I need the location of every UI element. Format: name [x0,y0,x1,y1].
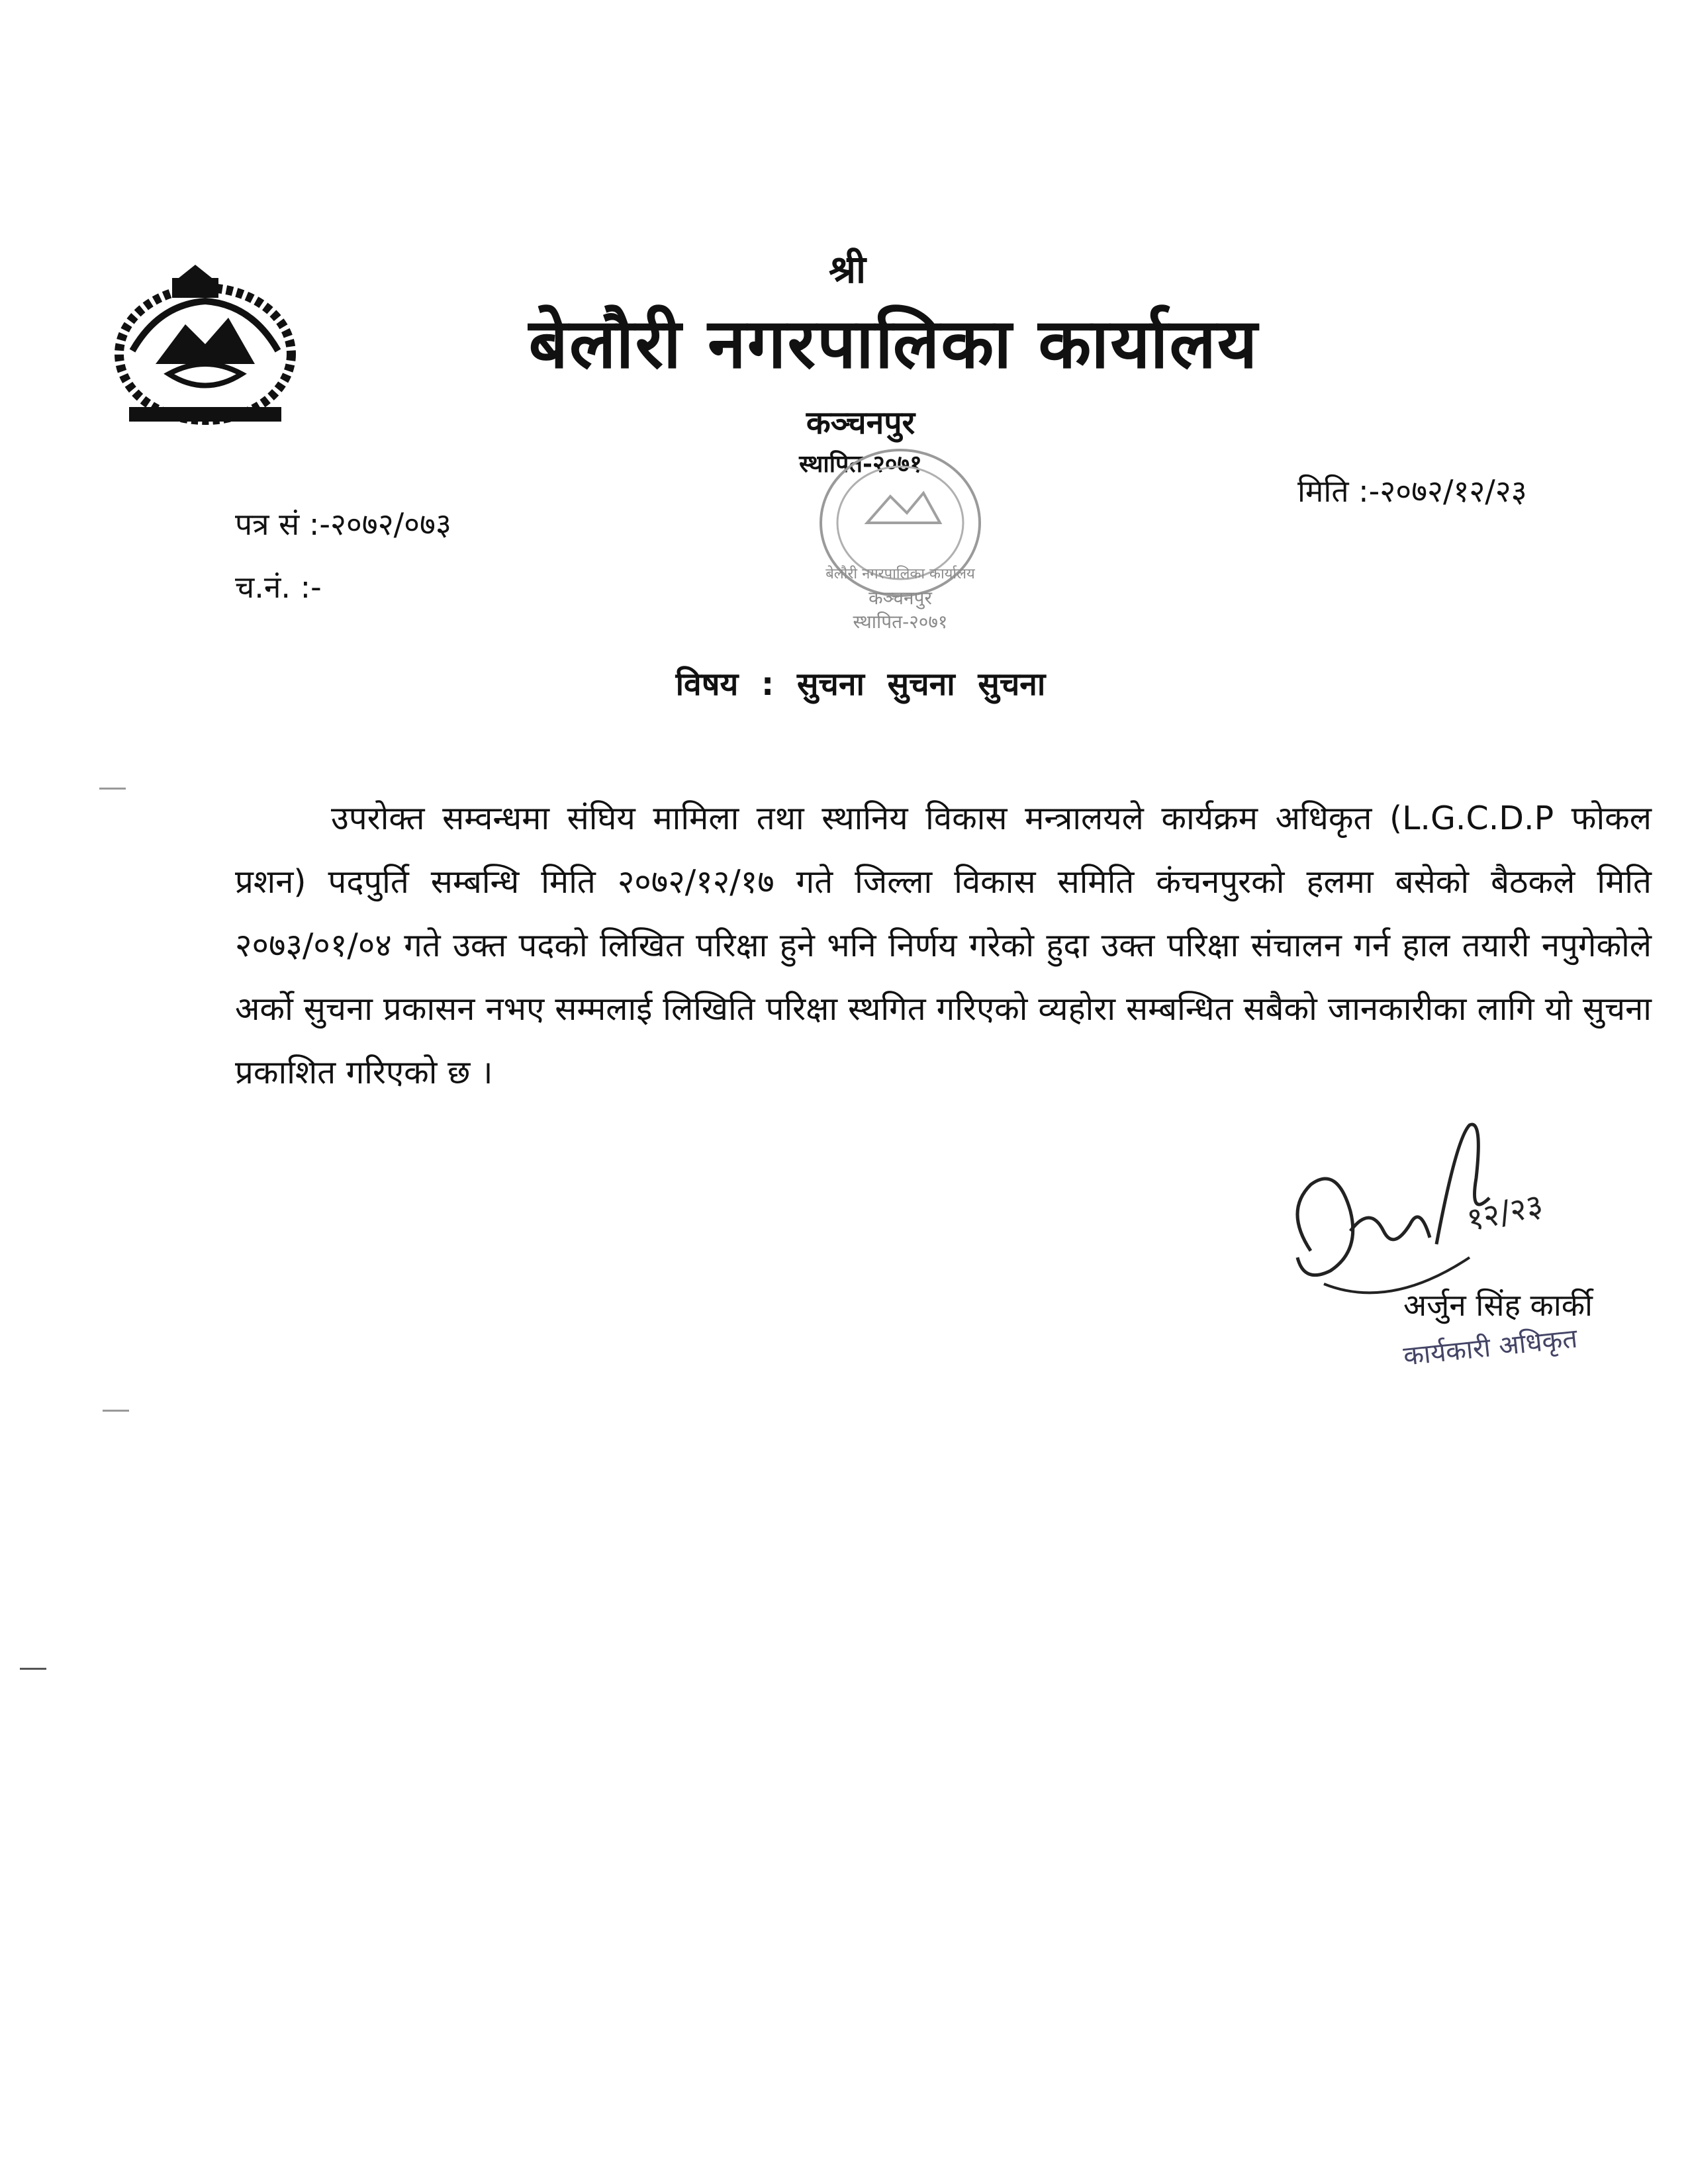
scan-mark [99,788,126,790]
subject-line: विषय : सुचना सुचना सुचना [675,666,1046,703]
scan-mark [20,1668,46,1670]
scan-mark [103,1410,129,1412]
government-emblem-icon [106,265,305,430]
stamp-office: बेलौरी नगरपालिका कार्यालय [825,566,975,582]
signature-date-scrawl: १२/२३ [1463,1186,1546,1239]
office-established: स्थापित-२०७१ [799,451,922,478]
office-title: बेलौरी नगरपालिका कार्यालय [528,303,1259,384]
letter-date: मिति :-२०७२/१२/२३ [1297,473,1527,509]
notice-body: उपरोक्त सम्वन्धमा संघिय मामिला तथा स्थानिय विकास मन्त्रालयले कार्यक्रम अधिकृत (L.G.C.D.P फोकल प्रशन) पदपुर्ति सम्बन्धि मिति २०७२/१२/१७ गते जिल्ला विकास समिति कंचनपुरको हलमा बसेको बैठकले मिति २०७३/०१/०४ गते उक्त पदको लिखित परिक्षा हुने भनि निर्णय गरेको हुदा उक्त परिक्षा संचालन गर्न हाल तयारी नपुगेकोले अर्को सुचना प्रकासन नभए सम्मलाई लिखिति परिक्षा स्थगित गरिएको व्यहोरा सम्बन्धित सबैको जानकारीका लागि यो सुचना प्रकाशित गरिएको छ । [235,799,1652,1091]
dispatch-number: च.नं. :- [235,569,322,605]
shree-salutation: श्री [828,247,867,292]
stamp-text [821,563,980,634]
signer-name: अर्जुन सिंह कार्की [1403,1287,1593,1323]
signer-title: कार्यकारी अधिकृत [1401,1323,1579,1372]
office-district: कञ्चनपुर [806,404,915,441]
letter-number: पत्र सं :-२०७२/०७३ [235,506,451,542]
stamp-established: स्थापित-२०७१ [853,611,948,633]
stamp-district: कञ्चनपुर [868,587,932,609]
